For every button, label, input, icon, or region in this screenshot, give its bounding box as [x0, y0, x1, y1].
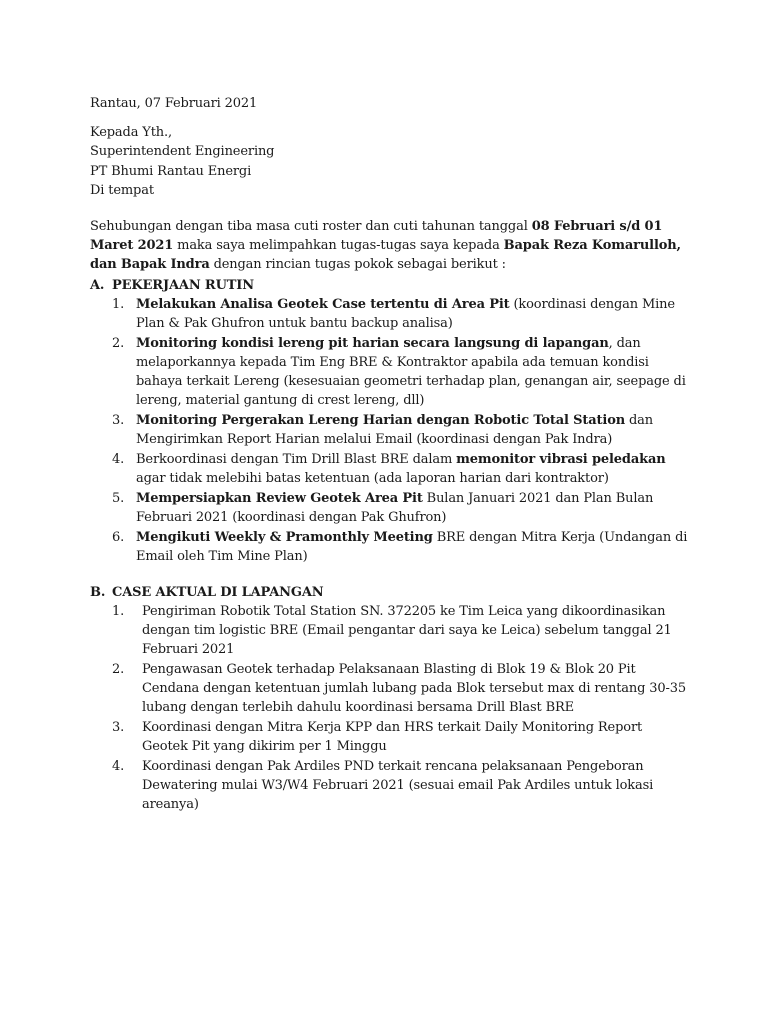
- addressee-block: [90, 123, 690, 200]
- intro-text-3: dengan rincian tugas pokok sebagai berikut :: [209, 257, 506, 272]
- list-item: [90, 295, 690, 333]
- section-field-cases: [90, 583, 690, 815]
- section-title: CASE AKTUAL DI LAPANGAN: [112, 585, 324, 600]
- item-text: agar tidak melebihi batas ketentuan (ada laporan harian dari kontraktor): [136, 471, 609, 486]
- item-bold-text: Monitoring Pergerakan Lereng Harian dengan Robotic Total Station: [136, 413, 626, 428]
- section-letter: B.: [90, 585, 106, 600]
- item-number: 4.: [112, 452, 125, 467]
- item-text: Pengawasan Geotek terhadap Pelaksanaan Blasting di Blok 19 & Blok 20 Pit Cendana dengan ketentuan jumlah lubang pada Blok tersebut max di rentang 30-35 lubang dengan terlebih dahulu koordinasi bersama Drill Blast BRE: [142, 662, 686, 715]
- item-text: Pengiriman Robotik Total Station SN. 372205 ke Tim Leica yang dikoordinasikan dengan tim logistic BRE (Email pengantar dari saya ke Leica) sebelum tanggal 21 Februari 2021: [142, 604, 672, 657]
- item-bold-text: Mempersiapkan Review Geotek Area Pit: [136, 491, 423, 506]
- list-item: [90, 602, 690, 659]
- item-text: (koordinasi dengan Mine Plan & Pak Ghufron untuk bantu backup analisa): [136, 297, 675, 331]
- intro-delegates: Bapak Reza Komarulloh, dan Bapak Indra: [90, 238, 681, 272]
- item-text: Koordinasi dengan Pak Ardiles PND terkait rencana pelaksanaan Pengeboran Dewatering mulai W3/W4 Februari 2021 (sesuai email Pak Ardiles untuk lokasi areanya): [142, 759, 654, 812]
- item-text: Bulan Januari 2021 dan Plan Bulan Februari 2021 (koordinasi dengan Pak Ghufron): [136, 491, 654, 525]
- item-bold-text: Melakukan Analisa Geotek Case tertentu di Area Pit: [136, 297, 510, 312]
- item-bold-text: memonitor vibrasi peledakan: [456, 452, 666, 467]
- section-heading: [90, 583, 690, 602]
- item-number: 6.: [112, 530, 125, 545]
- list-item: [90, 718, 690, 756]
- field-case-list: [90, 602, 690, 814]
- letter-date: Rantau, 07 Februari 2021: [90, 96, 258, 111]
- addressee-salutation: Kepada Yth.,: [90, 125, 172, 140]
- item-number: 4.: [112, 759, 125, 774]
- item-bold-text: Monitoring kondisi lereng pit harian secara langsung di lapangan: [136, 336, 609, 351]
- list-item: [90, 660, 690, 717]
- list-item: [90, 528, 690, 566]
- list-item: [90, 757, 690, 814]
- item-bold-text: Mengikuti Weekly & Pramonthly Meeting: [136, 530, 433, 545]
- list-item: [90, 450, 690, 488]
- list-item: [90, 411, 690, 449]
- item-number: 1.: [112, 297, 125, 312]
- item-number: 1.: [112, 604, 125, 619]
- list-item: [90, 489, 690, 527]
- item-text-lead: Berkoordinasi dengan Tim Drill Blast BRE dalam: [136, 452, 457, 467]
- item-number: 3.: [112, 720, 125, 735]
- item-text: BRE dengan Mitra Kerja (Undangan di Email oleh Tim Mine Plan): [136, 530, 688, 564]
- item-text: Koordinasi dengan Mitra Kerja KPP dan HRS terkait Daily Monitoring Report Geotek Pit yang dikirim per 1 Minggu: [142, 720, 643, 754]
- item-number: 3.: [112, 413, 125, 428]
- item-number: 5.: [112, 491, 125, 506]
- intro-paragraph: [90, 217, 690, 274]
- item-text: dan Mengirimkan Report Harian melalui Email (koordinasi dengan Pak Indra): [136, 413, 653, 447]
- section-title: PEKERJAAN RUTIN: [112, 278, 254, 293]
- addressee-company: PT Bhumi Rantau Energi: [90, 163, 252, 179]
- routine-task-list: [90, 295, 690, 566]
- section-routine-work: [90, 276, 690, 567]
- list-item: [90, 334, 690, 410]
- intro-text-2: maka saya melimpahkan tugas-tugas saya kepada: [173, 238, 504, 253]
- addressee-place: Di tempat: [90, 182, 154, 198]
- intro-text-1: Sehubungan dengan tiba masa cuti roster dan cuti tahunan tanggal: [90, 219, 532, 234]
- section-letter: A.: [90, 278, 105, 293]
- section-heading: [90, 276, 690, 295]
- item-number: 2.: [112, 662, 125, 677]
- item-text: , dan melaporkannya kepada Tim Eng BRE & Kontraktor apabila ada temuan kondisi bahaya terkait Lereng (kesesuaian geometri terhadap plan, genangan air, seepage di lereng, material gantung di crest lereng, dll): [136, 336, 686, 408]
- intro-dates: 08 Februari s/d 01 Maret 2021: [90, 219, 663, 253]
- item-number: 2.: [112, 336, 125, 351]
- addressee-position: Superintendent Engineering: [90, 144, 275, 160]
